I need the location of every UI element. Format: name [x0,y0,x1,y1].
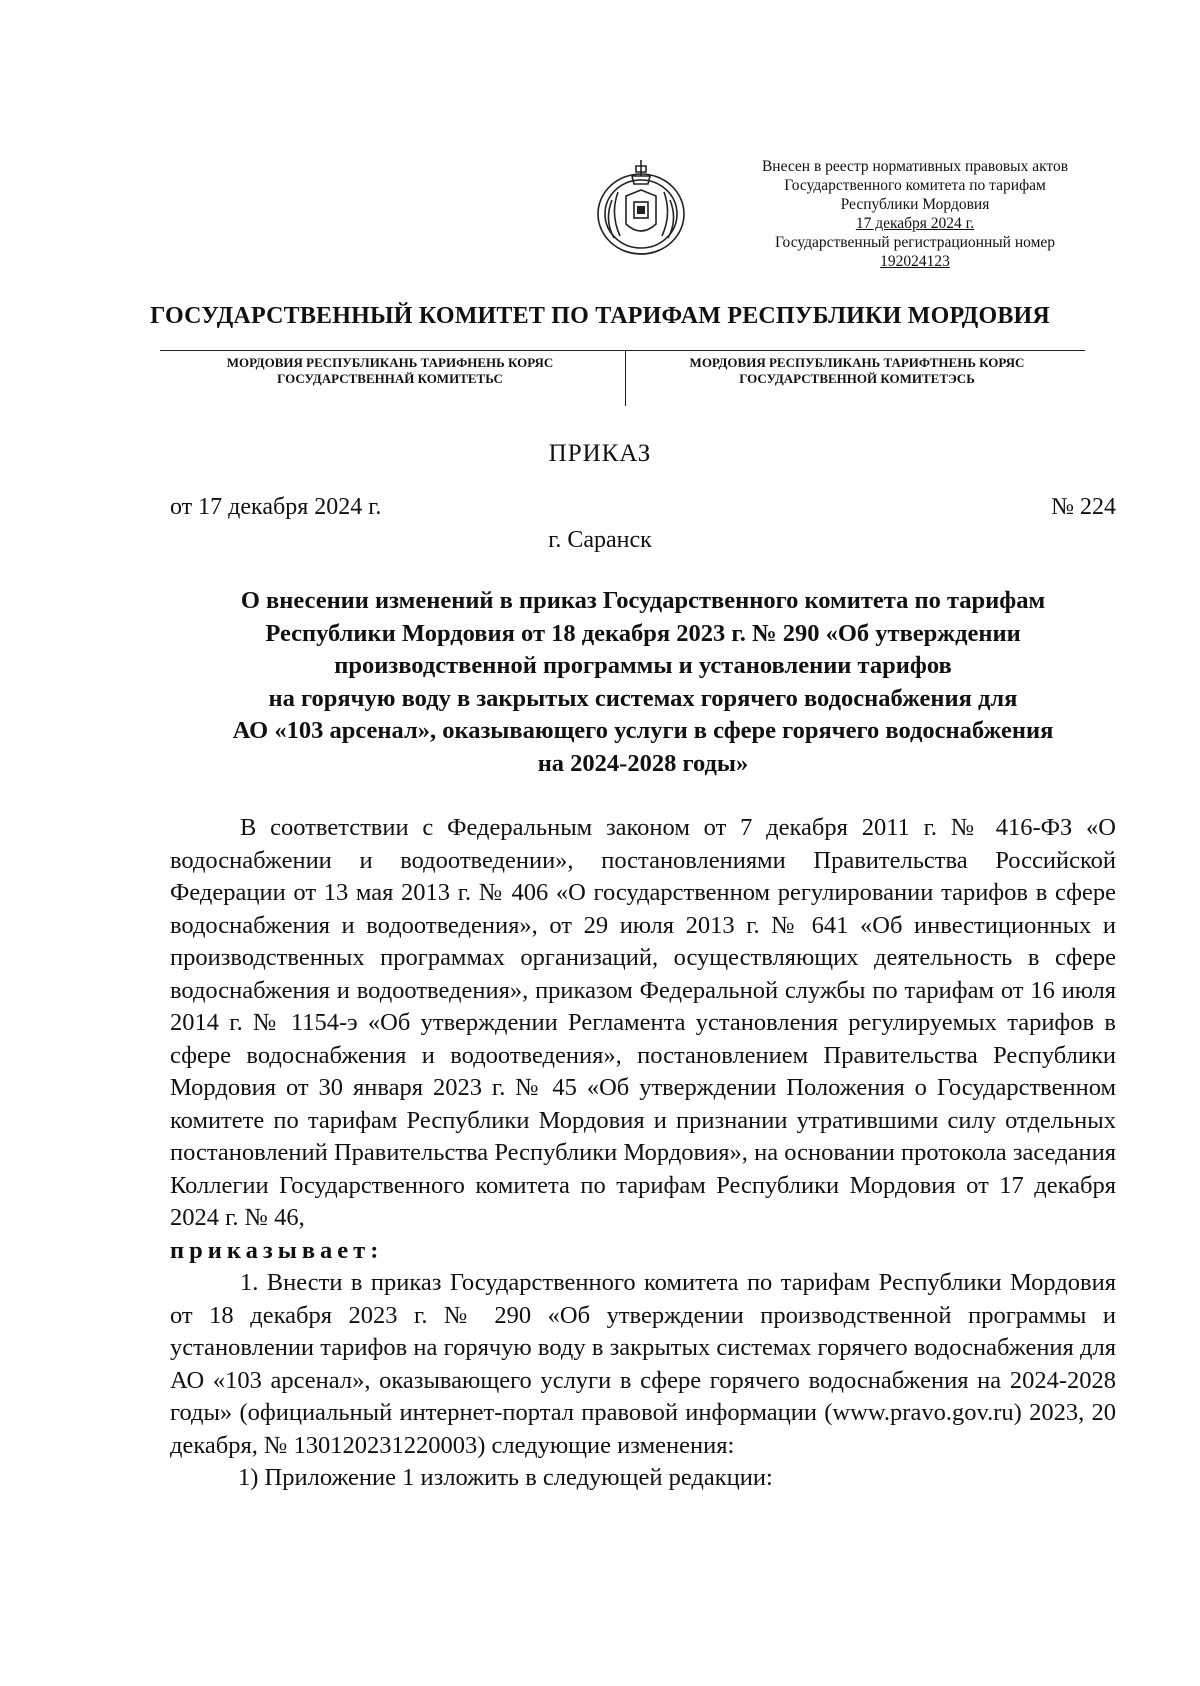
preamble-paragraph: В соответствии с Федеральным законом от 7 декабря 2011 г. № 416-ФЗ «О водоснабжении и водоотведении», постановлениями Правительства Российской Федерации от 13 мая 2013 г. № 406 «О государственном регулировании тарифов в сфере водоснабжения и водоотведения», от 29 июля 2013 г. № 641 «Об инвестиционных и производственных программах организаций, осуществляющих деятельность в сфере водоснабжения и водоотведения», приказом Федеральной службы по тарифам от 16 июля 2014 г. № 1154-э «Об утверждении Регламента установления регулируемых тарифов в сфере водоснабжения и водоотведения», постановлением Правительства Республики Мордовия от 30 января 2023 г. № 45 «Об утверждении Положения о Государственном комитете по тарифам Республики Мордовия и признании утратившими силу отдельных постановлений Правительства Республики Мордовия», на основании протокола заседания Коллегии Государственного комитета по тарифам Республики Мордовия от 17 декабря 2024 г. № 46, [170,814,1116,1231]
coat-of-arms-icon [592,160,690,260]
header-right-line: ГОСУДАРСТВЕННОЙ КОМИТЕТЭСЬ [739,371,975,386]
header-divider [160,350,1085,351]
header-left-line: МОРДОВИЯ РЕСПУБЛИКАНЬ ТАРИФНЕНЬ КОРЯС [226,355,554,370]
document-city: г. Саранск [548,527,652,553]
registry-line: Государственный регистрационный номер [774,234,1056,251]
subject-line: АО «103 арсенал», оказывающего услуги в сфере горячего водоснабжения [232,717,1054,744]
orders-keyword: приказывает: [170,1236,384,1264]
organization-title: ГОСУДАРСТВЕННЫЙ КОМИТЕТ ПО ТАРИФАМ РЕСПУБЛИКИ МОРДОВИЯ [150,303,1050,329]
header-left-column [160,355,620,387]
point-1-paragraph: 1. Внести в приказ Государственного комитета по тарифам Республики Мордовия от 18 декабря 2023 г. № 290 «Об утверждении производственной программы и установлении тарифов на горячую воду в закрытых системах горячего водоснабжения для АО «103 арсенал», оказывающего услуги в сфере горячего водоснабжения на 2024-2028 годы» (официальный интернет-портал правовой информации (www.pravo.gov.ru) 2023, 20 декабря, № 130120231220003) следующие изменения: [170,1269,1116,1459]
document-body [170,812,1116,1495]
document-subject [170,585,1116,780]
registry-note [715,157,1115,271]
header-right-line: МОРДОВИЯ РЕСПУБЛИКАНЬ ТАРИФТНЕНЬ КОРЯС [689,355,1025,370]
document-number: № 224 [1051,494,1116,520]
document-date: от 17 декабря 2024 г. [170,494,382,520]
subject-line: производственной программы и установлении тарифов [334,652,952,679]
subject-line: на горячую воду в закрытых системах горячего водоснабжения для [268,684,1018,712]
subject-line: на 2024-2028 годы» [537,749,749,777]
header-column-divider [625,350,626,406]
registry-line: Республики Мордовия [840,196,990,213]
list-item: 1) Приложение 1 изложить в следующей редакции: [238,1464,773,1491]
subject-line: О внесении изменений в приказ Государственного комитета по тарифам [240,587,1046,614]
registry-number: 192024123 [880,253,950,270]
document-type: ПРИКАЗ [548,440,652,467]
registry-line: Государственного комитета по тарифам [784,177,1046,194]
header-right-column [632,355,1082,387]
header-left-line: ГОСУДАРСТВЕННАЙ КОМИТЕТЬС [277,371,503,386]
registry-date: 17 декабря 2024 г. [855,215,975,232]
subject-line: Республики Мордовия от 18 декабря 2023 г. № 290 «Об утверждении [265,619,1021,647]
registry-line: Внесен в реестр нормативных правовых актов [761,158,1069,175]
